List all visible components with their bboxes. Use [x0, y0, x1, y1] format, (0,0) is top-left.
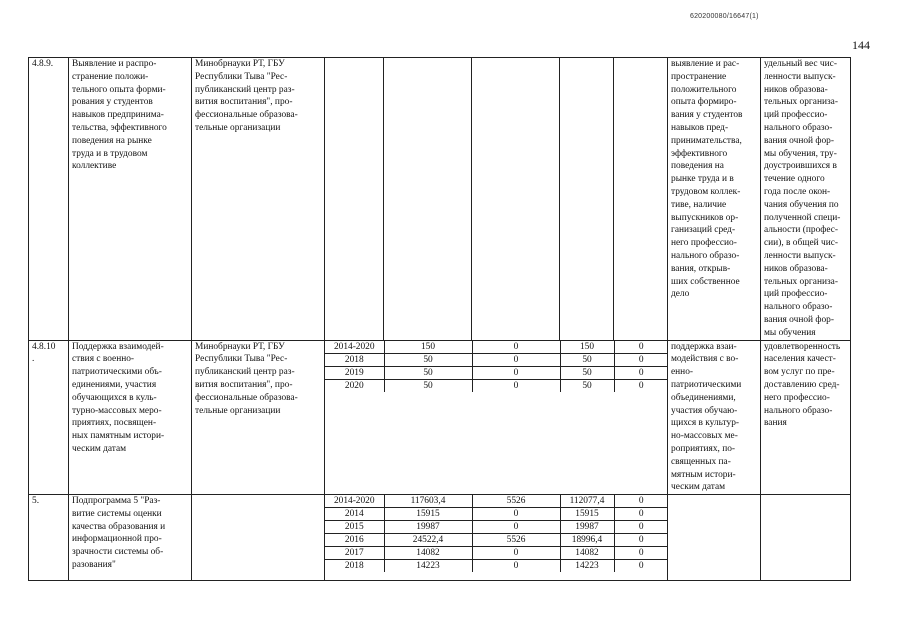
republic-value: 19987: [560, 521, 614, 534]
indicator: удовлетворенность населения качест- вом услуг по пре- доставлению сред- него профессио- нального образо- вания: [761, 340, 851, 495]
municipal-value: 0: [614, 521, 668, 534]
year: 2017: [325, 547, 384, 560]
row-number: 5.: [29, 495, 69, 581]
municipal-value: 0: [638, 380, 644, 391]
funding-row: [325, 560, 668, 573]
total-value: 50: [384, 353, 472, 366]
total-value: 15915: [384, 508, 472, 521]
federal-value: 0: [472, 521, 560, 534]
expected-result: поддержка взаи- модействия с во- енно- патриотическими объединениями, участия обучаю- щихся в культур- но-массовых ме- роприятиях, по- священных па- мятным истори- ческим датам: [668, 340, 761, 495]
federal-cell: [472, 58, 560, 341]
funding-row: [325, 341, 668, 354]
year: 2014-2020: [325, 341, 384, 354]
table-row: [29, 495, 851, 581]
municipal-value: 0: [614, 508, 668, 521]
program-table: [28, 57, 851, 581]
funding-row: [325, 508, 668, 521]
year: 2016: [325, 534, 384, 547]
federal-value: 0: [472, 379, 560, 392]
funding-subtable: [325, 495, 668, 572]
measure-name: Поддержка взаимодей- ствия с военно- патриотическими объ- единениями, участия обучающихся в куль- турно-массовых меро- приятиях, посвящен- ных памятным истори- ческим датам: [69, 340, 192, 495]
page-number: 144: [852, 38, 870, 52]
year: 2020: [325, 379, 384, 392]
republic-cell: [560, 58, 614, 341]
municipal-value: 0: [614, 366, 668, 379]
year: 2018: [325, 560, 384, 573]
table-row: [29, 340, 851, 495]
measure-name: Выявление и распро- странение положи- тельного опыта форми- рования у студентов навыков предпринима- тельства, эффективного поведения на рынке труда и в трудовом коллективе: [69, 58, 192, 341]
executor: [192, 495, 325, 581]
republic-value: 150: [560, 341, 614, 354]
total-value: 24522,4: [384, 534, 472, 547]
federal-value: 0: [472, 560, 560, 573]
total-value: 50: [384, 366, 472, 379]
expected-result: выявление и рас- пространение положительного опыта формиро- вания у студентов навыков пред- принимательства, эффективного поведения на рынке труда и в трудовом коллек- тиве, наличие выпускников ор- ганизаций сред- него профессио- нального образо- вания, открыв- ших собственное дело: [668, 58, 761, 341]
year: 2014: [325, 508, 384, 521]
row-number: 4.8.10 .: [29, 340, 69, 495]
total-value: 19987: [384, 521, 472, 534]
federal-value: 0: [472, 366, 560, 379]
funding-row: [325, 353, 668, 366]
funding-row: [325, 379, 668, 392]
federal-value: 5526: [472, 534, 560, 547]
year: 2018: [325, 353, 384, 366]
federal-value: 0: [472, 547, 560, 560]
table-row: [29, 58, 851, 341]
total-value: 50: [384, 379, 472, 392]
federal-value: 0: [472, 353, 560, 366]
republic-value: 15915: [560, 508, 614, 521]
indicator: удельный вес чис- ленности выпуск- ников образова- тельных организа- ций профессио- нального образо- вания очной фор- мы обучения, тру- доустроившихся в течение одного года после окон- чания обучения по полученной специ- альности (профес- сии), в общей чис- ленности выпуск- ников образова- тельных организа- ций профессио- нального образо- вания очной фор- мы обучения: [761, 58, 851, 341]
republic-value: 14082: [560, 547, 614, 560]
executor: Минобрнауки РТ, ГБУ Республики Тыва "Рес- публиканский центр раз- вития воспитания", про- фессиональные образова- тельные организации: [192, 58, 325, 341]
federal-value: 0: [472, 508, 560, 521]
total-value: 150: [384, 341, 472, 354]
municipal-value: 0: [638, 561, 644, 572]
funding-row: [325, 521, 668, 534]
indicator: [761, 495, 851, 581]
republic-value: 50: [560, 366, 614, 379]
total-cell: [384, 58, 472, 341]
federal-value: 5526: [472, 495, 560, 508]
municipal-value: 0: [614, 495, 668, 508]
measure-name: Подпрограмма 5 "Раз- витие системы оценки качества образования и информационной про- зрачности системы об- разования": [69, 495, 192, 581]
years-cell: [325, 58, 384, 341]
municipal-value: 0: [614, 534, 668, 547]
municipal-cell: [614, 58, 668, 341]
republic-value: 14223: [560, 560, 614, 573]
funding-block: [325, 340, 668, 495]
document-id: 620200080/16647(1): [690, 13, 759, 20]
municipal-value: 0: [614, 547, 668, 560]
federal-value: 0: [472, 341, 560, 354]
funding-block: [325, 495, 668, 581]
funding-row: [325, 366, 668, 379]
total-value: 14223: [384, 560, 472, 573]
year: 2014-2020: [325, 495, 384, 508]
row-number: 4.8.9.: [29, 58, 69, 341]
funding-row: [325, 547, 668, 560]
executor: Минобрнауки РТ, ГБУ Республики Тыва "Рес- публиканский центр раз- вития воспитания", про- фессиональные образова- тельные организации: [192, 340, 325, 495]
year: 2015: [325, 521, 384, 534]
funding-row: [325, 534, 668, 547]
expected-result: [668, 495, 761, 581]
funding-subtable: [325, 341, 668, 392]
total-value: 14082: [384, 547, 472, 560]
republic-value: 50: [560, 379, 614, 392]
republic-value: 112077,4: [560, 495, 614, 508]
year: 2019: [325, 366, 384, 379]
republic-value: 50: [560, 353, 614, 366]
municipal-value: 0: [614, 341, 668, 354]
total-value: 117603,4: [384, 495, 472, 508]
municipal-value: 0: [614, 353, 668, 366]
funding-row: [325, 495, 668, 508]
republic-value: 18996,4: [560, 534, 614, 547]
